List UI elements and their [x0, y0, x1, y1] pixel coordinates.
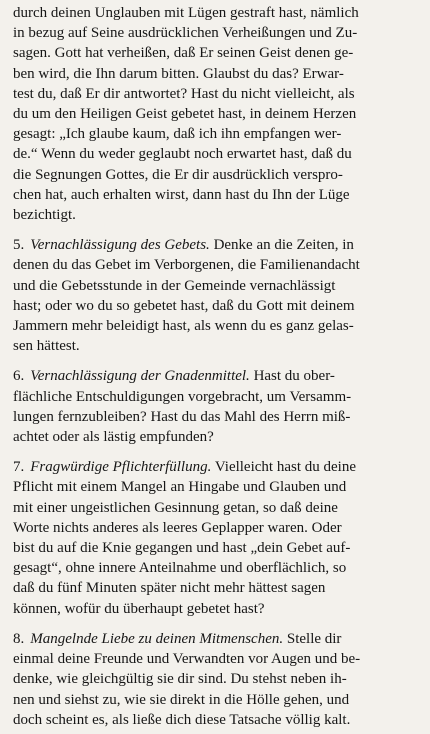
section-5-paragraph [13, 235, 419, 356]
text-line: achtet oder als lästig empfunden? [13, 429, 214, 446]
text-line: ben wird, die Ihn darum bitten. Glaubst du das? Erwar- [13, 65, 344, 82]
text-line: bezichtigt. [13, 207, 76, 224]
section-first-line-rest: Hast du ober- [253, 368, 335, 385]
section-first-line [13, 235, 419, 255]
text-line: einmal deine Freunde und Verwandten vor Augen und be- [13, 651, 361, 668]
text-line: denke, wie gleichgültig sie dir sind. Du stehst neben ih- [13, 671, 347, 688]
text-line: durch deinen Unglauben mit Lügen gestraft hast, nämlich [13, 5, 359, 21]
section-8-paragraph [13, 629, 419, 730]
text-line: gesagt: „Ich glaube kaum, daß ich ihn empfangen wer- [13, 126, 342, 143]
text-line: de.“ Wenn du weder geglaubt noch erwartet hast, daß du [13, 146, 352, 163]
text-line: chen hat, auch erhalten wirst, dann hast du Ihn der Lüge [13, 186, 350, 203]
text-line: sagen. Gott hat verheißen, daß Er seinen Geist denen ge- [13, 45, 354, 62]
section-number: 8. [13, 630, 25, 647]
section-number: 7. [13, 459, 25, 476]
section-6-paragraph [13, 366, 419, 447]
text-line: Worte nichts anderes als leeres Geplapper waren. Oder [13, 519, 342, 536]
text-line: nen und siehst zu, wie sie direkt in die Hölle gehen, und [13, 691, 350, 708]
section-number: 5. [13, 237, 25, 254]
text-line: flächliche Entschuldigungen vorgebracht, um Versamm- [13, 388, 352, 405]
section-first-line [13, 457, 419, 477]
text-line: denen du das Gebet im Verborgenen, die Familienandacht [13, 257, 360, 274]
intro-paragraph [13, 3, 419, 225]
text-line: die Segnungen Gottes, die Er dir ausdrücklich verspro- [13, 166, 343, 183]
section-7-paragraph [13, 457, 419, 619]
section-first-line [13, 629, 419, 649]
text-line: können, wofür du überhaupt gebetet hast? [13, 600, 265, 617]
section-heading: Vernachlässigung der Gnadenmittel. [30, 368, 250, 385]
text-line: daß du fünf Minuten später nicht mehr hättest sagen [13, 580, 326, 597]
text-line: mit einer ungeistlichen Gesinnung getan, so daß deine [13, 499, 338, 516]
section-first-line-rest: Vielleicht hast du deine [214, 459, 356, 476]
text-line: test du, daß Er dir antwortet? Hast du nicht vielleicht, als [13, 85, 355, 102]
text-line: Jammern mehr beleidigt hast, als wenn du es ganz gelas- [13, 318, 354, 335]
text-line: hast; oder wo du so gebetet hast, daß du Gott mit deinem [13, 297, 355, 314]
section-heading: Mangelnde Liebe zu deinen Mitmenschen. [30, 630, 284, 647]
text-line: du um den Heiligen Geist gebetet hast, in deinem Herzen [13, 106, 357, 123]
text-line: lungen fernzubleiben? Hast du das Mahl des Herrn miß- [13, 408, 351, 425]
text-line: doch scheint es, als ließe dich diese Tatsache völlig kalt. [13, 711, 351, 728]
text-line: Pflicht mit einem Mangel an Hingabe und Glauben und [13, 479, 347, 496]
text-line: und die Gebetsstunde in der Gemeinde vernachlässigt [13, 277, 336, 294]
section-first-line-rest: Denke an die Zeiten, in [213, 237, 354, 254]
text-line: in bezug auf Seine ausdrücklichen Verheißungen und Zu- [13, 25, 358, 42]
section-first-line [13, 366, 419, 386]
section-heading: Fragwürdige Pflichterfüllung. [30, 459, 212, 476]
section-number: 6. [13, 368, 25, 385]
text-line: sen hättest. [13, 338, 80, 355]
section-first-line-rest: Stelle dir [286, 630, 342, 647]
section-heading: Vernachlässigung des Gebets. [30, 237, 210, 254]
text-line: bist du auf die Knie gegangen und hast „dein Gebet auf- [13, 540, 351, 557]
text-line: gesagt“, ohne innere Anteilnahme und oberflächlich, so [13, 560, 347, 577]
